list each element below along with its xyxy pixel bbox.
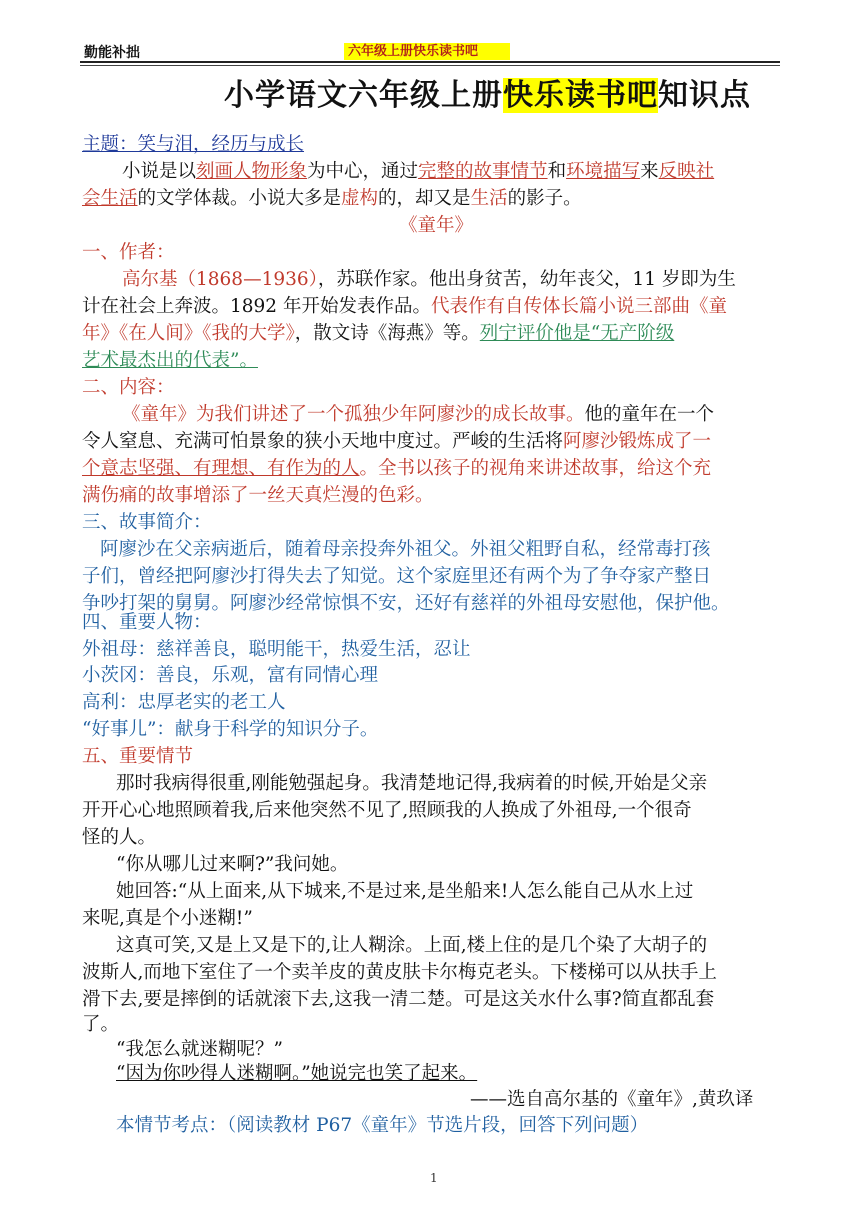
intro-text: 和 bbox=[547, 161, 567, 182]
intro-text: 的影子。 bbox=[507, 188, 582, 209]
section-2-heading: 二、内容： bbox=[82, 377, 175, 398]
intro-text: 为中心，通过 bbox=[307, 161, 419, 182]
passage-line: 她回答:“从上面来,从下城来,不是过来,是坐船来!人怎么能自己从水上过 bbox=[116, 881, 694, 902]
passage-line: 这真可笑,又是上又是下的,让人糊涂。上面,楼上住的是几个染了大胡子的 bbox=[116, 935, 708, 956]
sec2-line-2 bbox=[82, 428, 711, 455]
header-rule-thin bbox=[80, 65, 780, 66]
character-good-business: “好事儿”：献身于科学的知识分子。 bbox=[82, 719, 379, 740]
sec1-green-text: 列宁评价他是“无产阶级 bbox=[479, 323, 675, 344]
sec3-line-2: 子们，曾经把阿廖沙打得失去了知觉。这个家庭里还有两个为了争夺家产整日 bbox=[82, 566, 712, 587]
intro-text: 小说是以 bbox=[122, 161, 197, 182]
passage-line: 了。 bbox=[82, 1014, 120, 1035]
sec3-line-3: 争吵打架的舅舅。阿廖沙经常惊惧不安，还好有慈祥的外祖母安慰他，保护他。 bbox=[82, 593, 730, 614]
sec2-line-4: 满伤痛的故事增添了一丝天真烂漫的色彩。 bbox=[82, 485, 434, 506]
passage-line: “你从哪儿过来啊?”我问她。 bbox=[116, 854, 349, 875]
running-header-center: 六年级上册快乐读书吧 bbox=[344, 43, 510, 60]
intro-text: 来 bbox=[640, 161, 659, 182]
sec3-line-1: 阿廖沙在父亲病逝后，随着母亲投奔外祖父。外祖父粗野自私，经常毒打孩 bbox=[100, 539, 711, 560]
page-number: 1 bbox=[430, 1171, 438, 1185]
sec2-red-text: 阿廖沙锻炼成了一 bbox=[563, 431, 712, 452]
passage-line: 那时我病得很重,刚能勉强起身。我清楚地记得,我病着的时候,开始是父亲 bbox=[116, 773, 708, 794]
character-gypsy: 小茨冈：善良，乐观，富有同情心理 bbox=[82, 665, 379, 686]
passage-line: 波斯人,而地下室住了一个卖羊皮的黄皮肤卡尔梅克老头。下楼梯可以从扶手上 bbox=[82, 962, 717, 983]
intro-keyword: 虚构 bbox=[341, 188, 379, 209]
exam-point: 本情节考点：（阅读教材 P67《童年》节选片段，回答下列问题） bbox=[116, 1115, 649, 1136]
author-name: 高尔基（1868—1936） bbox=[122, 269, 318, 290]
sec1-red-text: 代表作有自传体长篇小说三部曲《童 bbox=[430, 296, 727, 317]
section-5-heading: 五、重要情节 bbox=[82, 746, 194, 767]
sec2-text: 令人窒息、充满可怕景象的狭小天地中度过。严峻的生活将 bbox=[82, 431, 564, 452]
passage-line: 开开心心地照顾着我,后来他突然不见了,照顾我的人换成了外祖母,一个很奇 bbox=[82, 800, 692, 821]
character-grandmother: 外祖母：慈祥善良，聪明能干，热爱生活，忍让 bbox=[82, 639, 471, 660]
sec1-line-1 bbox=[122, 266, 736, 293]
intro-keyword: 完整的故事情节 bbox=[418, 161, 548, 182]
section-4-heading: 四、重要人物： bbox=[82, 612, 212, 633]
sec2-text: 他的童年在一个 bbox=[584, 404, 715, 425]
section-1-heading: 一、作者： bbox=[82, 242, 175, 263]
sec1-line-2 bbox=[82, 293, 727, 320]
intro-keyword: 反映社 bbox=[658, 161, 715, 182]
passage-line: 来呢,真是个小迷糊!” bbox=[82, 908, 253, 929]
theme-heading: 主题：笑与泪，经历与成长 bbox=[82, 134, 305, 155]
intro-line-2 bbox=[82, 185, 582, 212]
sec2-line-3 bbox=[82, 455, 711, 482]
book-title: 《童年》 bbox=[399, 215, 474, 236]
intro-text: 的文学体裁。小说大多是 bbox=[137, 188, 342, 209]
page-title bbox=[224, 70, 751, 114]
sec1-text: ，散文诗《海燕》等。 bbox=[294, 323, 480, 344]
passage-line: “因为你吵得人迷糊啊。”她说完也笑了起来。 bbox=[116, 1063, 478, 1084]
header-rule bbox=[80, 61, 780, 63]
sec2-red-text: 。全书以孩子的视角来讲述故事，给这个充 bbox=[359, 458, 712, 479]
intro-line-1 bbox=[122, 158, 714, 185]
title-part1: 小学语文六年级上册 bbox=[224, 78, 503, 113]
sec2-red-underline: 个意志坚强、有理想、有作为的人 bbox=[82, 458, 360, 479]
sec2-line-1 bbox=[122, 401, 714, 428]
sec1-line-3 bbox=[82, 320, 674, 347]
intro-keyword: 生活 bbox=[470, 188, 508, 209]
title-part2: 知识点 bbox=[658, 78, 751, 113]
intro-keyword: 环境描写 bbox=[566, 161, 641, 182]
passage-source: ——选自高尔基的《童年》,黄玖译 bbox=[470, 1089, 754, 1110]
passage-line: 滑下去,要是摔倒的话就滚下去,这我一清二楚。可是这关水什么事?简直都乱套 bbox=[82, 989, 715, 1010]
sec1-text: ，苏联作家。他出身贫苦，幼年丧父，11 岁即为生 bbox=[317, 269, 736, 290]
sec1-line-4: 艺术最杰出的代表”。 bbox=[82, 350, 258, 371]
sec2-red-text: 《童年》为我们讲述了一个孤独少年阿廖沙的成长故事。 bbox=[122, 404, 585, 425]
character-gaoli: 高利：忠厚老实的老工人 bbox=[82, 692, 286, 713]
passage-line: “我怎么就迷糊呢？” bbox=[116, 1039, 283, 1060]
running-header-left: 勤能补拙 bbox=[84, 45, 140, 61]
intro-text: 的，却又是 bbox=[378, 188, 471, 209]
sec1-text: 计在社会上奔波。1892 年开始发表作品。 bbox=[82, 296, 431, 317]
passage-line: 怪的人。 bbox=[82, 827, 157, 848]
sec1-red-text: 年》《在人间》《我的大学》 bbox=[82, 323, 295, 344]
intro-keyword: 刻画人物形象 bbox=[196, 161, 308, 182]
title-highlight: 快乐读书吧 bbox=[503, 78, 658, 113]
section-3-heading: 三、故事简介： bbox=[82, 512, 212, 533]
intro-keyword: 会生活 bbox=[82, 188, 138, 209]
